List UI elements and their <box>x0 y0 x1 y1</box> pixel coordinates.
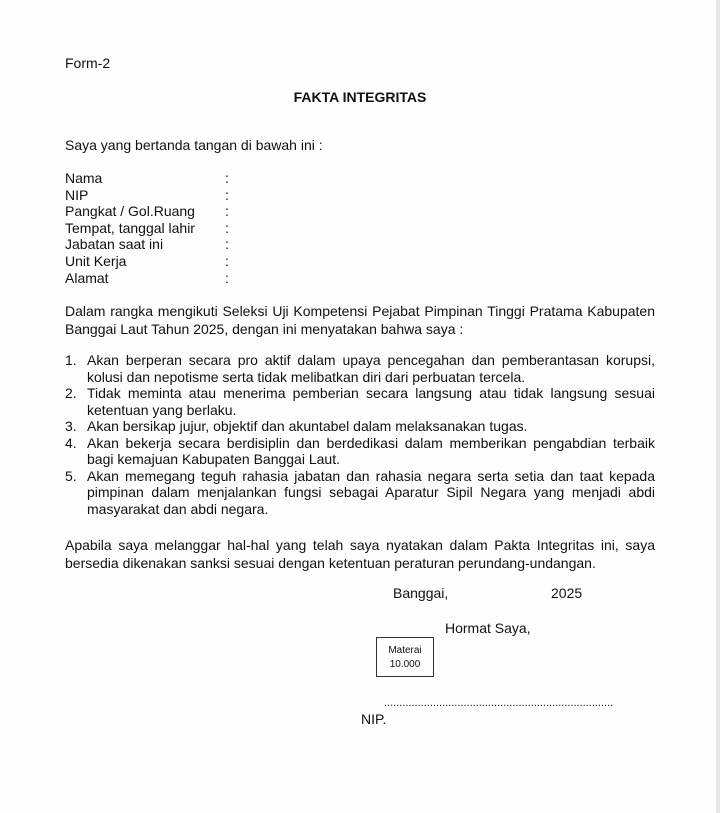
closing-paragraph: Apabila saya melanggar hal-hal yang telah saya nyatakan dalam Pakta Integritas ini, saya bersedia dikenakan sanksi sesuai dengan ketentuan peraturan perundang-undangan. <box>65 537 655 571</box>
signature-closing: Hormat Saya, <box>445 620 531 636</box>
field-colon: : <box>225 252 229 269</box>
stamp-value: 10.000 <box>389 659 421 670</box>
item-text: Akan bekerja secara berdisiplin dan berdedikasi dalam memberikan pengabdian terbaik bagi kemajuan Kabupaten Banggai Laut. <box>87 434 655 467</box>
field-row <box>65 220 265 237</box>
item-text: Akan memegang teguh rahasia jabatan dan rahasia negara serta setia dan taat kepada pimpinan dalam menjalankan fungsi sebagai Aparatur Sipil Negara yang menjadi abdi masyarakat dan abdi negara. <box>87 467 655 517</box>
field-colon: : <box>225 186 229 203</box>
stamp-box <box>376 637 434 677</box>
field-row <box>65 236 265 253</box>
field-colon: : <box>225 236 229 253</box>
field-label: Unit Kerja <box>65 252 127 269</box>
signature-year: 2025 <box>551 585 583 601</box>
item-number: 5. <box>65 467 77 484</box>
field-colon: : <box>225 203 229 220</box>
field-row <box>65 187 265 204</box>
form-number: Form-2 <box>65 55 111 71</box>
stamp-label: Materai <box>388 645 422 656</box>
item-text: Akan bersikap jujur, objektif dan akuntabel dalam melaksanakan tugas. <box>87 418 528 434</box>
item-text: Akan berperan secara pro aktif dalam upaya pencegahan dan pemberantasan korupsi, kolusi dan nepotisme serta tidak melibatkan diri dari perbuatan tercela. <box>87 352 655 385</box>
item-number: 4. <box>65 434 77 451</box>
field-colon: : <box>225 219 229 236</box>
nip-label: NIP. <box>361 711 387 727</box>
intro-text: Saya yang bertanda tangan di bawah ini : <box>65 137 323 153</box>
field-row <box>65 270 265 287</box>
field-label: Alamat <box>65 269 109 286</box>
item-text: Tidak meminta atau menerima pemberian secara langsung atau tidak langsung sesuai ketentuan yang berlaku. <box>87 385 655 418</box>
list-item <box>65 435 655 468</box>
item-number: 2. <box>65 385 77 401</box>
field-colon: : <box>225 269 229 286</box>
opening-paragraph: Dalam rangka mengikuti Seleksi Uji Kompetensi Pejabat Pimpinan Tinggi Pratama Kabupaten Banggai Laut Tahun 2025, dengan ini menyatakan bahwa saya : <box>65 303 655 337</box>
list-item <box>65 385 655 418</box>
signature-line: ........................................................................... <box>384 697 614 709</box>
field-label: NIP <box>65 186 89 203</box>
item-number: 3. <box>65 418 77 434</box>
list-item <box>65 418 655 435</box>
field-label: Tempat, tanggal lahir <box>65 219 195 236</box>
field-label: Pangkat / Gol.Ruang <box>65 203 195 220</box>
list-item <box>65 468 655 518</box>
statement-list <box>65 352 655 517</box>
signature-city: Banggai, <box>393 585 449 601</box>
field-label: Nama <box>65 170 103 186</box>
field-row <box>65 170 265 187</box>
field-colon: : <box>225 170 229 186</box>
field-row <box>65 253 265 270</box>
field-label: Jabatan saat ini <box>65 236 164 253</box>
field-row <box>65 203 265 220</box>
identity-fields <box>65 170 265 286</box>
document-title: FAKTA INTEGRITAS <box>293 89 427 105</box>
list-item <box>65 352 655 385</box>
item-number: 1. <box>65 352 77 368</box>
